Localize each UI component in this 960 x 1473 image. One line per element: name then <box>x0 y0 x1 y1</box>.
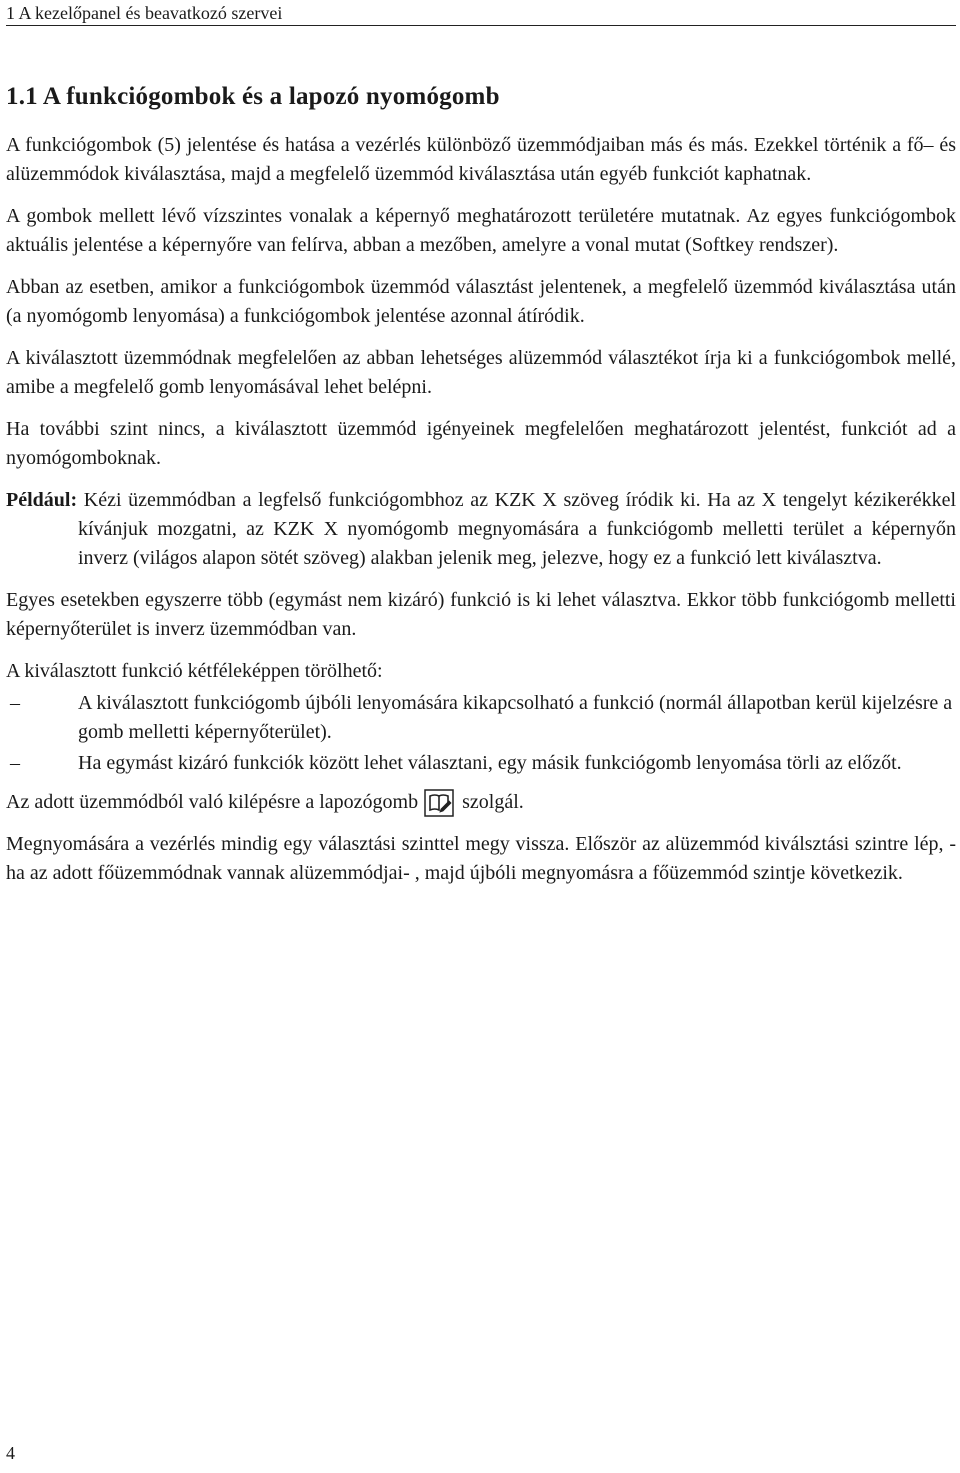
list-marker: – <box>10 692 20 714</box>
list-item <box>6 749 956 778</box>
body-content <box>6 131 956 901</box>
paragraph-5: Ha további szint nincs, a kiválasztott üzemmód igényeinek megfelelően meghatározott jelentést, funkciót ad a nyomógomboknak. <box>6 418 956 469</box>
section-title: 1.1 A funkciógombok és a lapozó nyomógomb <box>6 83 500 110</box>
example-paragraph <box>6 486 956 573</box>
paragraph-1: A funkciógombok (5) jelentése és hatása a vezérlés különböző üzemmódjaiban más és más. Ezekkel történik a fő– és alüzemmódok kiválasztása, majd a megfelelő üzemmód kiválasztása után egyéb funkciót kaphatnak. <box>6 134 956 185</box>
list-marker: – <box>10 752 20 774</box>
page-key-text-before: Az adott üzemmódból való kilépésre a lapozógomb <box>6 791 419 813</box>
example-label: Például: <box>6 489 78 511</box>
paragraph-3: Abban az esetben, amikor a funkciógombok üzemmód választást jelentenek, a megfelelő üzemmód kiválasztása után (a nyomógomb lenyomása) a funkciógombok jelentése azonnal átíródik. <box>6 276 956 327</box>
list-item-text: A kiválasztott funkciógomb újbóli lenyomására kikapcsolható a funkció (normál állapotban kerül kijelzésre a gomb melletti képernyőterület). <box>78 692 953 743</box>
page-key-text-after: szolgál. <box>462 791 524 813</box>
header-rule <box>6 25 956 26</box>
document-page <box>6 0 956 1473</box>
dash-list <box>6 689 956 778</box>
paragraph-9: Megnyomására a vezérlés mindig egy választási szinttel megy vissza. Először az alüzemmód kiválsztási szintre lép, -ha az adott főüzemmódnak vannak alüzemmódjai- , majd újbóli megnyomásra a főüzemmód szintje következik. <box>6 833 956 884</box>
paragraph-7: A kiválasztott funkció kétféleképpen törölhető: <box>6 660 383 682</box>
paragraph-4: A kiválasztott üzemmódnak megfelelően az abban lehetséges alüzemmód választékot írja ki a funkciógombok mellé, amibe a megfelelő gomb lenyomásával lehet belépni. <box>6 347 956 398</box>
page-number: 4 <box>6 1443 15 1463</box>
paragraph-2: A gombok mellett lévő vízszintes vonalak a képernyő meghatározott területére mutatnak. Az egyes funkciógombok aktuális jelentése a képernyőre van felírva, abban a mezőben, amelyre a vonal mutat (Softkey rendszer). <box>6 205 956 256</box>
page-turn-key-icon <box>424 789 454 817</box>
paragraph-6: Egyes esetekben egyszerre több (egymást nem kizáró) funkció is ki lehet választva. Ekkor több funkciógomb melletti képernyőterület is inverz üzemmódban van. <box>6 589 956 640</box>
list-item <box>6 689 956 747</box>
page-key-line <box>6 788 956 817</box>
list-item-text: Ha egymást kizáró funkciók között lehet választani, egy másik funkciógomb lenyomása törli az előzőt. <box>78 752 902 774</box>
example-text: Kézi üzemmódban a legfelső funkciógombhoz az KZK X szöveg íródik ki. Ha az X tengelyt kézikerékkel kívánjuk mozgatni, az KZK X nyomógomb megnyomására a funkciógomb melletti terület a képernyőn inverz (világos alapon sötét szöveg) alakban jelenik meg, jelezve, hogy ez a funkció lett kiválasztva. <box>78 489 957 569</box>
running-header: 1 A kezelőpanel és beavatkozó szervei <box>6 3 283 23</box>
